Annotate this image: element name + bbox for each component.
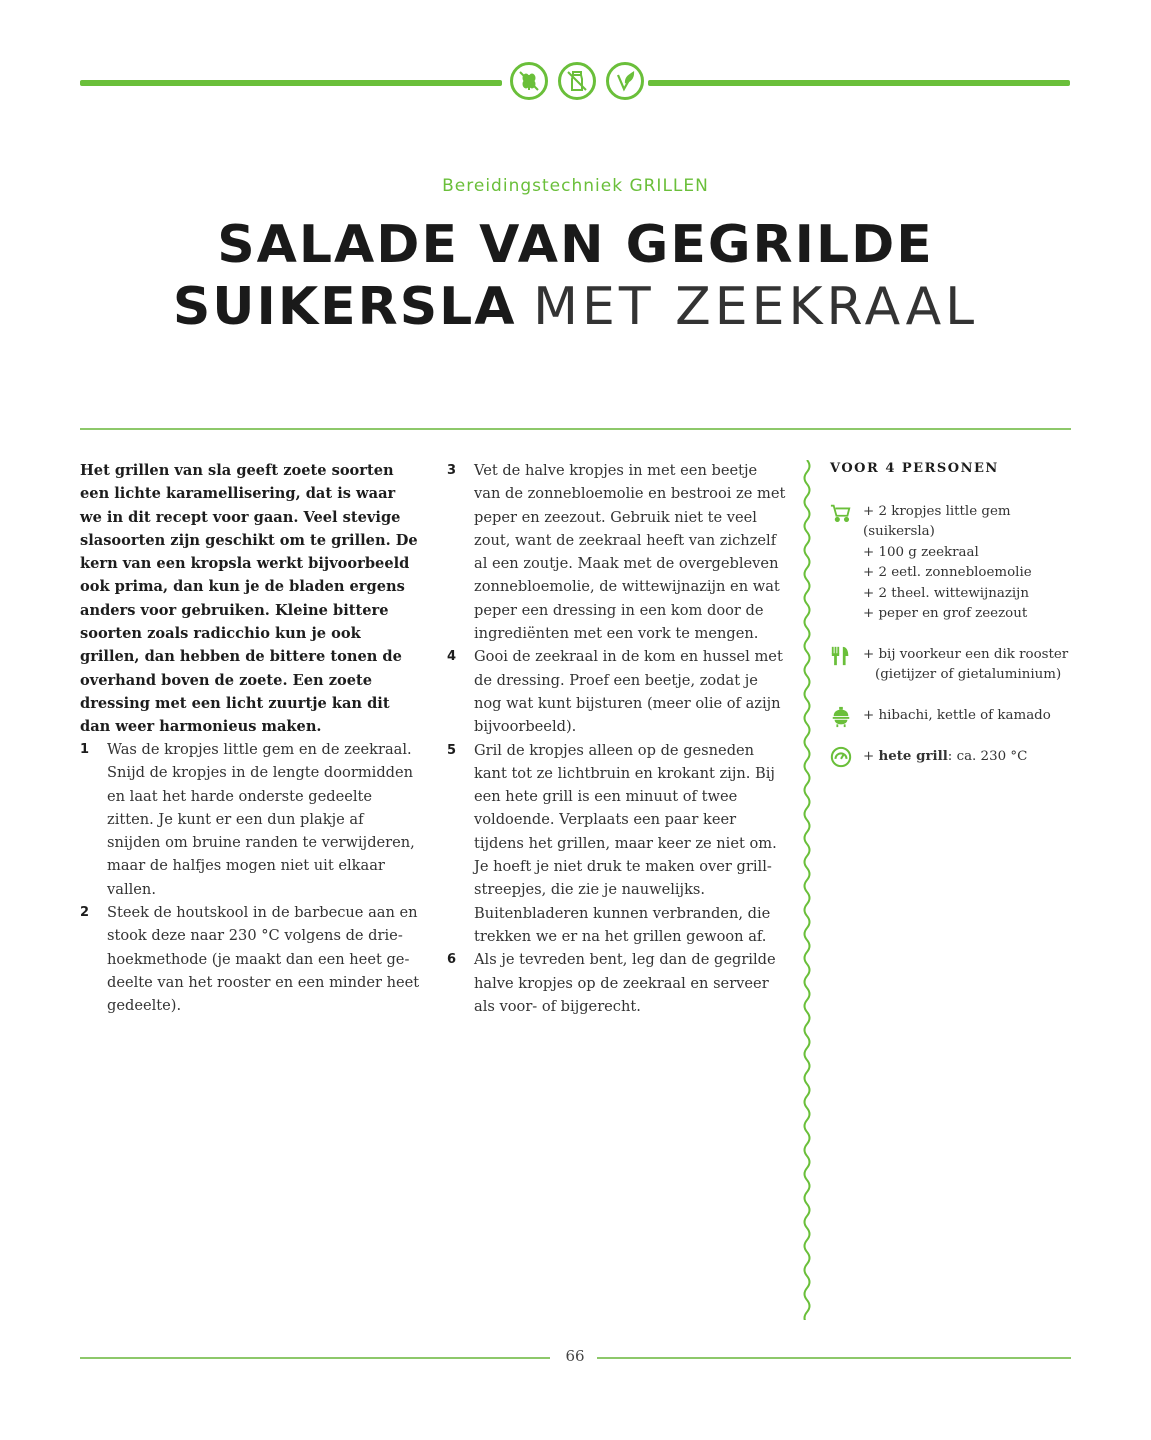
page-number: 66 <box>565 1347 585 1365</box>
tools-group <box>830 645 1080 686</box>
title-thin-part: MET ZEEKRAAL <box>533 277 979 337</box>
ingredients-sidebar <box>830 459 1080 788</box>
step-item <box>80 738 420 901</box>
gluten-free-icon <box>510 62 548 100</box>
step-number: 6 <box>447 952 457 968</box>
tool-line: (gietijzer of gietaluminium) <box>875 667 1062 682</box>
shopping-cart-icon <box>830 502 852 524</box>
ingredient-line: + 2 kropjes little gem (suikersla) <box>863 503 1011 539</box>
wavy-divider <box>800 460 814 1320</box>
step-number: 5 <box>447 742 457 758</box>
vegetarian-icon <box>606 62 644 100</box>
title-line-2 <box>0 276 1151 338</box>
step-text: Vet de halve kropjes in met een beetje van de zonnebloemolie en bestrooi ze met peper en zeezout. Gebruik niet te veel zout, want de zeekraal heeft van zichzelf al een zoutje. Maak met de overgebleven zonnebloemolie, de wittewijnazijn en wat peper een dressing in een kom door de ingrediënten met een vork te mengen. <box>474 462 786 643</box>
ingredient-line: + 2 eetl. zonnebloemolie <box>863 565 1032 580</box>
title-bold-part: SUIKERSLA <box>172 277 517 337</box>
heat-label: hete grill <box>878 748 948 764</box>
diet-icons <box>508 62 644 104</box>
cutlery-icon <box>830 645 852 667</box>
grill-type-line: + hibachi, kettle of kamado <box>863 707 1051 723</box>
step-number: 2 <box>80 905 90 921</box>
steps-column-1 <box>80 738 420 1018</box>
ingredient-line: + peper en grof zeezout <box>863 606 1028 621</box>
step-text: Was de kropjes little gem en de zeekraal. Snijd de kropjes in de lengte doormidden en laat het harde onderste gedeelte zitten. Je kunt er een dun plakje af snijden om bruine randen te verwijderen, maar de halfjes mogen niet uit elkaar vallen. <box>107 741 415 898</box>
ingredients-group <box>830 502 1080 625</box>
step-item <box>447 645 787 738</box>
heat-prefix: + <box>863 749 879 764</box>
divider-top <box>80 428 1071 430</box>
step-text: Gril de kropjes alleen op de gesneden kant tot ze lichtbruin en krokant zijn. Bij een hete grill is een minuut of twee voldoende. Verplaats een paar keer tijdens het grillen, maar keer ze niet om. Je hoeft je niet druk te maken over grill-streepjes, die zie je nauwelijks. Buitenbladeren kunnen verbranden, die trekken we er na het grillen gewoon af. <box>474 741 777 945</box>
servings-heading: VOOR 4 PERSONEN <box>830 461 999 476</box>
divider-bottom-left <box>80 1357 550 1359</box>
step-item <box>447 459 787 645</box>
step-number: 1 <box>80 742 90 757</box>
step-number: 3 <box>447 463 457 478</box>
recipe-title <box>0 214 1151 338</box>
step-item <box>447 948 787 1018</box>
step-text: Steek de houtskool in de barbecue aan en stook deze naar 230 °C volgens de driehoekmethode (je maakt dan een heet gedeelte van het rooster en een minder heet gedeelte). <box>107 904 420 1015</box>
technique-subtitle: Bereidingstechniek GRILLEN <box>442 176 709 196</box>
step-text: Gooi de zeekraal in de kom en hussel met de dressing. Proef een beetje, zodat je nog wat kunt bijsturen (meer olie of azijn bijvoorbeeld). <box>474 648 783 736</box>
step-item <box>447 739 787 949</box>
heat-group <box>830 746 1080 768</box>
steps-column-2 <box>447 459 787 1018</box>
ingredient-line: + 2 theel. wittewijnazijn <box>863 585 1029 601</box>
title-line-1: SALADE VAN GEGRILDE <box>217 215 934 275</box>
dairy-free-icon <box>558 62 596 100</box>
ingredient-line: + 100 g zeekraal <box>863 544 979 560</box>
kettle-grill-icon <box>830 706 852 728</box>
divider-bottom-right <box>597 1357 1071 1359</box>
step-item <box>80 901 420 1017</box>
heat-value: : ca. 230 °C <box>947 749 1028 764</box>
thermometer-gauge-icon <box>830 746 852 768</box>
intro-paragraph: Het grillen van sla geeft zoete soorten een lichte karamellisering, dat is waar we in dit recept voor gaan. Veel stevige slasoorten zijn geschikt om te grillen. De kern van een kropsla werkt bijvoorbeeld ook prima, dan kun je de bladen ergens anders voor gebruiken. Kleine bittere soorten zoals radicchio kun je ook grillen, dan hebben de bittere tonen de overhand boven de zoete. Een zoete dressing met een licht zuurtje kan dit dan weer harmonieus maken. <box>80 462 418 736</box>
grill-type-group <box>830 706 1080 727</box>
step-text: Als je tevreden bent, leg dan de gegrilde halve kropjes op de zeekraal en serveer als voor- of bijgerecht. <box>474 951 776 1015</box>
step-number: 4 <box>447 649 457 665</box>
heat-line <box>863 746 1080 768</box>
tool-line: + bij voorkeur een dik rooster <box>863 646 1069 662</box>
